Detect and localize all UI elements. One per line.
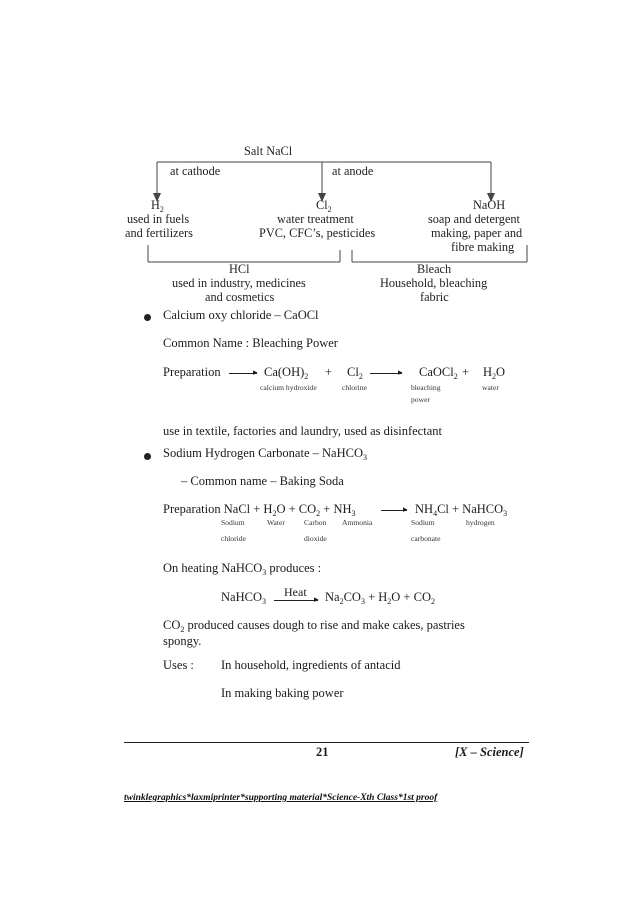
nahco3-label-hydrogen: hydrogen: [466, 518, 495, 527]
caocl-reactant-1: $Ca(OH)_2$: [264, 365, 309, 381]
plus-sign: +: [462, 365, 470, 379]
nahco3-label-carbon: Carbon: [304, 518, 327, 527]
diagram-h2-use-2: and fertilizers: [125, 226, 193, 240]
diagram-salt-label: Salt NaCl: [244, 144, 293, 158]
nahco3-heading: Sodium Hydrogen Carbonate – NaHCO$_3$: [163, 446, 367, 462]
nahco3-label-ammonia: Ammonia: [342, 518, 373, 527]
bullet-dot: [144, 314, 151, 321]
nahco3-common-name: – Common name – Baking Soda: [181, 474, 344, 488]
diagram-cathode-label: at cathode: [170, 164, 221, 178]
nahco3-label-sodium: Sodium: [221, 518, 245, 527]
diagram-h2-use-1: used in fuels: [127, 212, 190, 226]
co2-line-1: $CO_2$ produced causes dough to rise and make cakes, pastries: [163, 618, 465, 634]
nahco3-heat-reactant: NaHCO$_3$: [221, 590, 266, 606]
caocl-prep-label: Preparation: [163, 365, 221, 379]
diagram-bleach-use-1: Household, bleaching: [380, 276, 488, 290]
nahco3-label-chloride: chloride: [221, 534, 246, 543]
arrow-head: ▸: [314, 594, 319, 604]
nahco3-heat-products: $Na_2CO_3 + H_2O + CO_2$: [325, 590, 435, 606]
arrow-head: ▸: [253, 367, 258, 377]
caocl-label-p1a: bleaching: [411, 383, 441, 392]
caocl-label-p2: water: [482, 383, 499, 392]
diagram-bleach-use-2: fabric: [420, 290, 449, 304]
diagram-cl2-label: $Cl_2$: [316, 198, 332, 214]
caocl-use: use in textile, factories and laundry, used as disinfectant: [163, 424, 442, 438]
caocl-label-r2: chlorine: [342, 383, 367, 392]
diagram-anode-label: at anode: [332, 164, 374, 178]
nahco3-heating-line: On heating NaHCO$_3$ produces :: [163, 561, 322, 577]
nahco3-label-water: Water: [267, 518, 285, 527]
diagram-bleach-label: Bleach: [417, 262, 452, 276]
arrow-head: ▸: [398, 367, 403, 377]
caocl-label-p1b: power: [411, 395, 430, 404]
nahco3-prep-reactants: Preparation NaCl + $H_2O + CO_2 + NH_3$: [163, 502, 356, 518]
reaction-arrow: [274, 600, 318, 601]
nahco3-label-dioxide: dioxide: [304, 534, 327, 543]
caocl-reactant-2: $Cl_2$: [347, 365, 363, 381]
co2-line-2: spongy.: [163, 634, 202, 648]
bullet-dot: [144, 453, 151, 460]
nahco3-label-carbonate: carbonate: [411, 534, 441, 543]
diagram-naoh-use-2: making, paper and: [431, 226, 523, 240]
caocl-common-name: Common Name : Bleaching Power: [163, 336, 338, 350]
uses-label: Uses :: [163, 658, 194, 672]
diagram-h2-label: $H_2$: [151, 198, 164, 214]
nahco3-label-sodium-2: Sodium: [411, 518, 435, 527]
diagram-hcl-use-2: and cosmetics: [205, 290, 275, 304]
page-number: 21: [316, 745, 329, 759]
caocl-heading: Calcium oxy chloride – CaOCl: [163, 308, 319, 322]
nahco3-prep-products: $NH_4Cl$ + NaHCO$_3$: [415, 502, 508, 518]
caocl-product-2: $H_2O$: [483, 365, 506, 381]
diagram-cl2-use-2: PVC, CFC’s, pesticides: [259, 226, 376, 240]
caocl-label-r1: calcium hydroxide: [260, 383, 317, 392]
plus-sign: +: [325, 365, 333, 379]
use-item-2: In making baking power: [221, 686, 344, 700]
proof-line: twinklegraphics*laxmiprinter*supporting material*Science-Xth Class*1st proof: [124, 793, 438, 803]
diagram-naoh-use-3: fibre making: [451, 240, 515, 254]
footer-rule: [124, 742, 529, 743]
diagram-naoh-label: NaOH: [473, 198, 506, 212]
use-item-1: In household, ingredients of antacid: [221, 658, 401, 672]
footer-subject: [X – Science]: [455, 745, 524, 759]
diagram-hcl-label: HCl: [229, 262, 250, 276]
diagram-hcl-use-1: used in industry, medicines: [172, 276, 306, 290]
diagram-cl2-use-1: water treatment: [277, 212, 354, 226]
caocl-product-1: CaOCl$_2$: [419, 365, 458, 381]
heat-label: Heat: [284, 585, 307, 599]
diagram-naoh-use-1: soap and detergent: [428, 212, 520, 226]
arrow-head: ▸: [403, 504, 408, 514]
